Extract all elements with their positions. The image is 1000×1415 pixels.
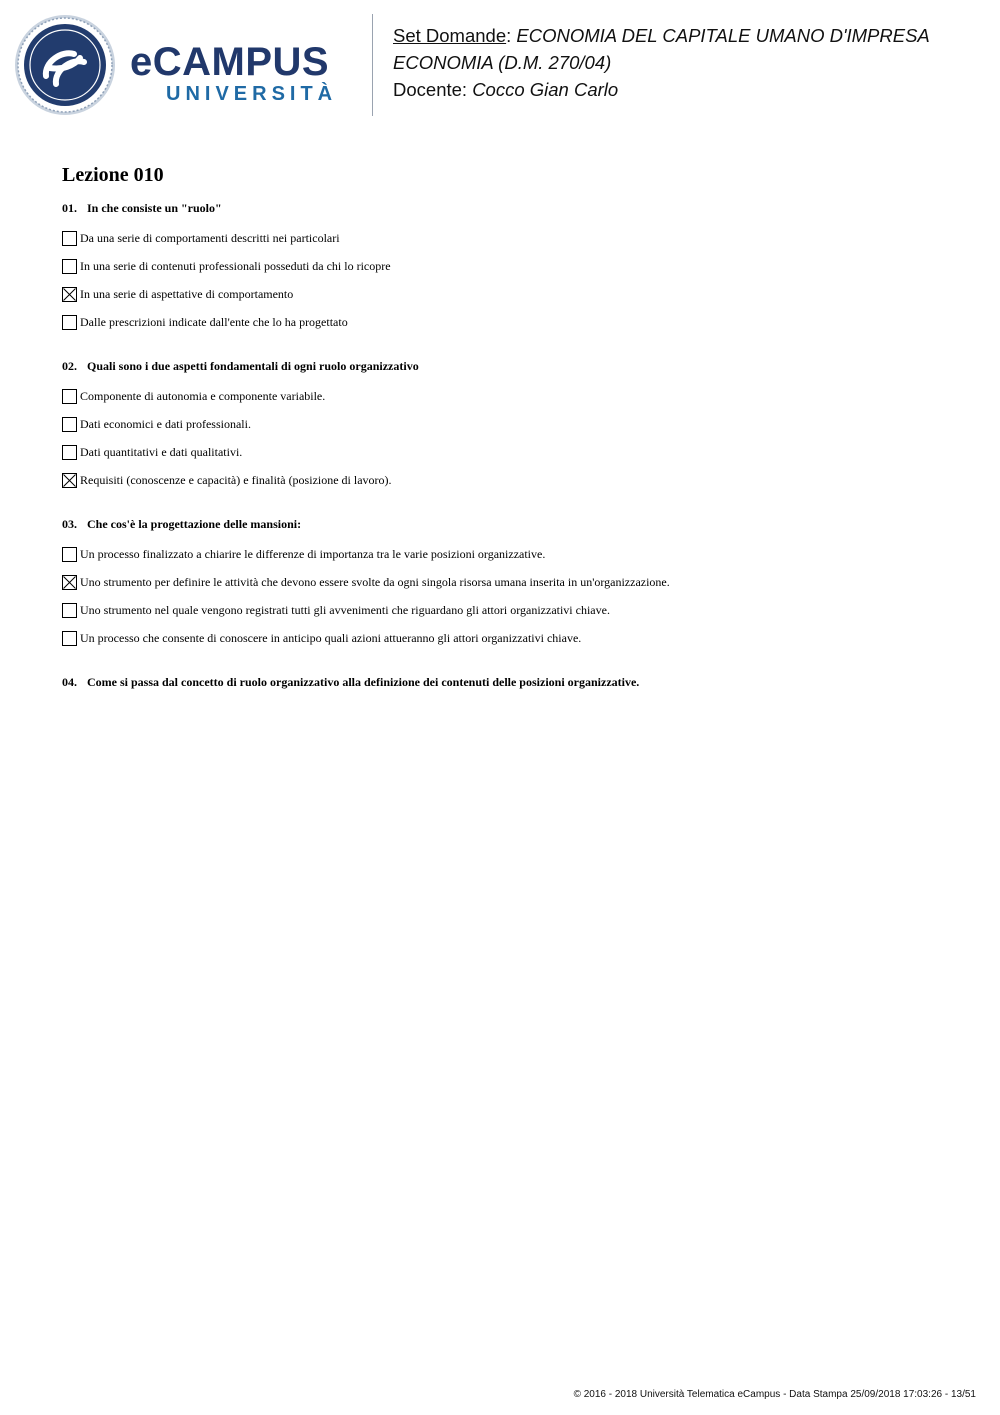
answer-checkbox[interactable] <box>62 231 77 246</box>
answer-text: Un processo che consente di conoscere in anticipo quali azioni attueranno gli attori organizzativi chiave. <box>80 630 582 645</box>
question <box>62 356 962 494</box>
header-divider <box>372 14 373 116</box>
set-colon: : <box>506 25 512 46</box>
answer-text: Un processo finalizzato a chiarire le differenze di importanza tra le varie posizioni organizzative. <box>80 546 546 561</box>
question <box>62 198 962 336</box>
question-text: In che consiste un "ruolo" <box>87 201 222 215</box>
page-footer: © 2016 - 2018 Università Telematica eCampus - Data Stampa 25/09/2018 17:03:26 - 13/51 <box>573 1389 976 1400</box>
question-title <box>62 514 962 534</box>
answer-text: Dalle prescrizioni indicate dall'ente che lo ha progettato <box>80 314 348 329</box>
answer-checkbox[interactable] <box>62 287 77 302</box>
answer-option[interactable] <box>62 224 962 252</box>
question-number: 02. <box>62 359 77 373</box>
answer-option[interactable] <box>62 280 962 308</box>
answer-text: Dati economici e dati professionali. <box>80 416 251 431</box>
answer-option[interactable] <box>62 568 962 596</box>
answer-option[interactable] <box>62 410 962 438</box>
answer-option[interactable] <box>62 540 962 568</box>
answer-checkbox[interactable] <box>62 631 77 646</box>
answer-text: Uno strumento per definire le attività che devono essere svolte da ogni singola risorsa umana inserita in un'organizzazione. <box>80 574 670 589</box>
lesson-title: Lezione 010 <box>62 164 164 186</box>
question-number: 03. <box>62 517 77 531</box>
set-label: Set Domande <box>393 25 507 46</box>
answer-checkbox[interactable] <box>62 445 77 460</box>
answer-option[interactable] <box>62 624 962 652</box>
question <box>62 672 962 692</box>
answer-checkbox[interactable] <box>62 473 77 488</box>
teacher-label: Docente: <box>393 79 468 100</box>
answer-text: Componente di autonomia e componente variabile. <box>80 388 326 403</box>
answer-text: In una serie di contenuti professionali posseduti da chi lo ricopre <box>80 258 391 273</box>
lesson-content <box>62 160 962 698</box>
answer-option[interactable] <box>62 438 962 466</box>
question-title <box>62 198 962 218</box>
logo-wordmark-text: eCAMPUS <box>130 40 330 84</box>
answer-text: In una serie di aspettative di comportamento <box>80 286 294 301</box>
question-number: 04. <box>62 675 77 689</box>
teacher-name: Cocco Gian Carlo <box>472 79 619 100</box>
ecampus-wordmark <box>130 40 337 106</box>
question-title <box>62 672 962 692</box>
university-seal-logo <box>14 14 116 116</box>
answer-checkbox[interactable] <box>62 547 77 562</box>
answer-option[interactable] <box>62 466 962 494</box>
answer-checkbox[interactable] <box>62 259 77 274</box>
answer-text: Dati quantitativi e dati qualitativi. <box>80 444 243 459</box>
course-info <box>393 22 983 103</box>
question-text: Che cos'è la progettazione delle mansioni: <box>87 517 302 531</box>
answer-text: Da una serie di comportamenti descritti nei particolari <box>80 230 340 245</box>
teacher-line <box>393 76 983 103</box>
question-title <box>62 356 962 376</box>
set-line <box>393 22 983 49</box>
answer-checkbox[interactable] <box>62 315 77 330</box>
page-header <box>0 0 1000 125</box>
question-text: Quali sono i due aspetti fondamentali di ogni ruolo organizzativo <box>87 359 419 373</box>
answer-option[interactable] <box>62 596 962 624</box>
set-value-line1: ECONOMIA DEL CAPITALE UMANO D'IMPRESA <box>516 25 930 46</box>
answer-text: Requisiti (conoscenze e capacità) e finalità (posizione di lavoro). <box>80 472 392 487</box>
question-text: Come si passa dal concetto di ruolo organizzativo alla definizione dei contenuti delle posizioni organizzative. <box>87 675 640 689</box>
set-value-line2: ECONOMIA (D.M. 270/04) <box>393 52 612 73</box>
answer-option[interactable] <box>62 252 962 280</box>
answer-checkbox[interactable] <box>62 389 77 404</box>
answer-checkbox[interactable] <box>62 417 77 432</box>
question-number: 01. <box>62 201 77 215</box>
answer-option[interactable] <box>62 382 962 410</box>
question <box>62 514 962 652</box>
answer-option[interactable] <box>62 308 962 336</box>
answer-text: Uno strumento nel quale vengono registrati tutti gli avvenimenti che riguardano gli attori organizzativi chiave. <box>80 602 610 617</box>
answer-checkbox[interactable] <box>62 603 77 618</box>
logo-subtitle-text: UNIVERSITÀ <box>166 83 338 105</box>
answer-checkbox[interactable] <box>62 575 77 590</box>
